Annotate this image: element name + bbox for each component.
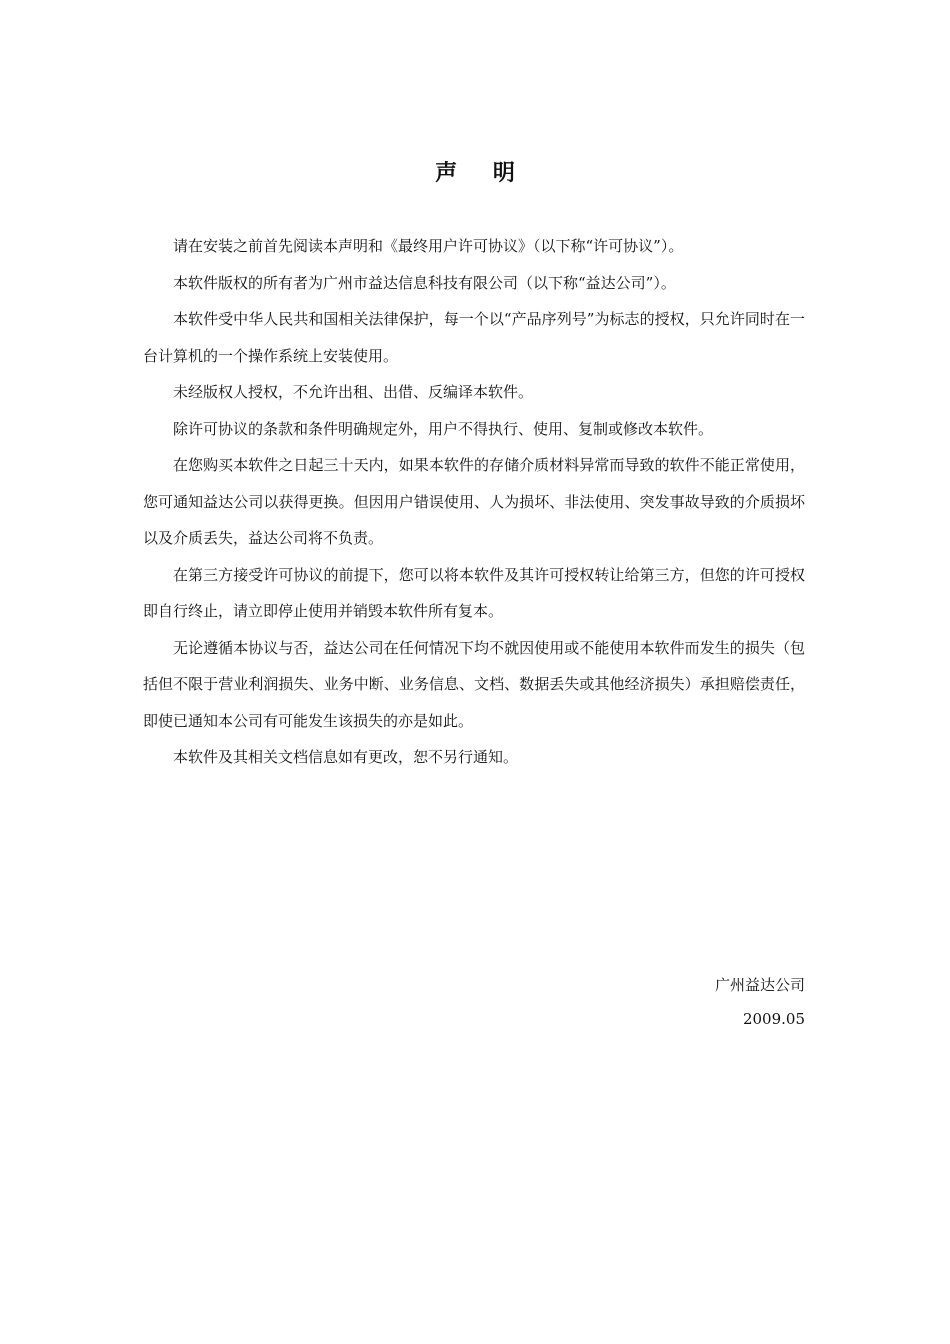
paragraph-license-transfer: 在第三方接受许可协议的前提下，您可以将本软件及其许可授权转让给第三方，但您的许可授权即自行终止，请立即停止使用并销毁本软件所有复本。: [143, 565, 805, 620]
paragraph-no-rental: 未经版权人授权，不允许出租、出借、反编译本软件。: [173, 383, 534, 401]
paragraph-usage-restrictions: 除许可协议的条款和条件明确规定外，用户不得执行、使用、复制或修改本软件。: [173, 419, 714, 438]
paragraph-media-replacement: 在您购买本软件之日起三十天内，如果本软件的存储介质材料异常而导致的软件不能正常使用，您可通知益达公司以获得更换。但因用户错误使用、人为损坏、非法使用、突发事故导致的介质损坏以及介质丢失，益达公司将不负责。: [143, 456, 805, 547]
page-title: 声 明: [435, 161, 529, 186]
statement-body: [143, 228, 805, 776]
signature-date: 2009.05: [742, 1010, 805, 1028]
signature-company: 广州益达公司: [714, 976, 805, 994]
paragraph-copyright-owner: 本软件版权的所有者为广州市益达信息科技有限公司（以下称“益达公司”）。: [173, 273, 676, 292]
paragraph-legal-protection: 本软件受中华人民共和国相关法律保护，每一个以“产品序列号”为标志的授权，只允许同时在一台计算机的一个操作系统上安装使用。: [143, 310, 805, 365]
paragraph-change-notice: 本软件及其相关文档信息如有更改，恕不另行通知。: [173, 748, 519, 766]
paragraph-liability-disclaimer: 无论遵循本协议与否，益达公司在任何情况下均不就因使用或不能使用本软件而发生的损失（包括但不限于营业利润损失、业务中断、业务信息、文档、数据丢失或其他经济损失）承担赔偿责任，即使已通知本公司有可能发生该损失的亦是如此。: [143, 638, 805, 730]
paragraph-read-before-install: 请在安装之前首先阅读本声明和《最终用户许可协议》（以下称“许可协议”）。: [173, 237, 684, 255]
